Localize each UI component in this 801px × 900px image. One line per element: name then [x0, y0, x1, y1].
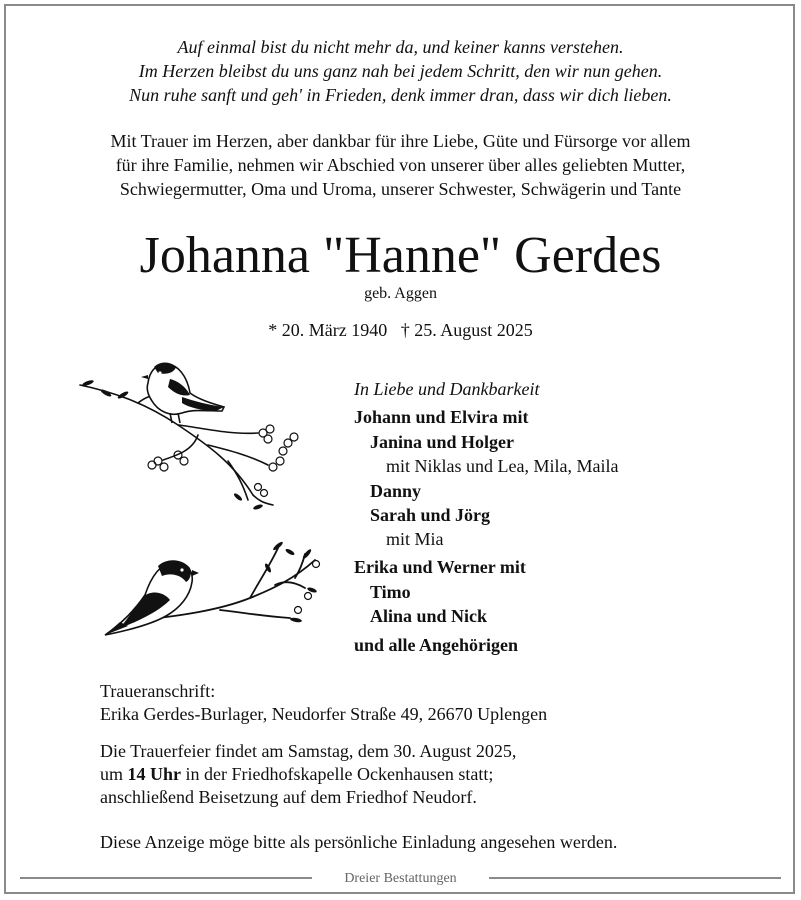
poem-line: Im Herzen bleibst du uns ganz nah bei jedem Schritt, den wir nun gehen. [138, 61, 663, 81]
mourner-line: mit Niklas und Lea, Mila, Maila [386, 456, 619, 476]
mourners-heading: In Liebe und Dankbarkeit [354, 379, 540, 399]
mourner-line: Timo [370, 582, 411, 602]
mourner-line: Erika und Werner mit [354, 557, 526, 577]
intro-text [0, 129, 801, 201]
address-block [100, 680, 547, 726]
mourner-line: Sarah und Jörg [370, 505, 491, 525]
deceased-name: Johanna "Hanne" Gerdes [139, 227, 662, 284]
maiden-name: geb. Aggen [364, 285, 437, 302]
mourner-line: Danny [370, 481, 422, 501]
mourner-line: mit Mia [386, 529, 444, 549]
bird-on-branch-illustration [100, 540, 330, 650]
mourner-line: Johann und Elvira mit [354, 407, 529, 427]
funeral-text: um [100, 764, 128, 784]
funeral-time: 14 Uhr [127, 764, 182, 784]
bird-on-branch-illustration [78, 355, 308, 515]
funeral-line: anschließend Beisetzung auf dem Friedhof Neudorf. [100, 787, 477, 807]
intro-line: Schwiegermutter, Oma und Uroma, unserer Schwester, Schwägerin und Tante [119, 179, 682, 199]
poem-line: Auf einmal bist du nicht mehr da, und keiner kanns verstehen. [177, 37, 624, 57]
funeral-line: Die Trauerfeier findet am Samstag, dem 30. August 2025, [100, 741, 517, 761]
footer-divider [489, 877, 781, 879]
intro-line: für ihre Familie, nehmen wir Abschied von unserer über alles geliebten Mutter, [115, 155, 686, 175]
funeral-home-credit: Dreier Bestattungen [344, 871, 457, 886]
poem-line: Nun ruhe sanft und geh' in Frieden, denk immer dran, dass wir dich lieben. [129, 85, 672, 105]
invitation-note: Diese Anzeige möge bitte als persönliche Einladung angesehen werden. [100, 832, 618, 852]
address-value: Erika Gerdes-Burlager, Neudorfer Straße 49, 26670 Uplengen [100, 704, 548, 724]
life-dates: * 20. März 1940 † 25. August 2025 [268, 320, 533, 340]
poem [0, 35, 801, 107]
funeral-line [100, 763, 516, 786]
funeral-info [100, 740, 516, 809]
funeral-text: in der Friedhofskapelle Ockenhausen statt; [181, 764, 494, 784]
intro-line: Mit Trauer im Herzen, aber dankbar für ihre Liebe, Güte und Fürsorge vor allem [110, 131, 691, 151]
mourner-line: Janina und Holger [370, 432, 515, 452]
footer-divider [20, 877, 312, 879]
address-label: Traueranschrift: [100, 681, 216, 701]
mourner-line: Alina und Nick [370, 606, 488, 626]
mourner-line: und alle Angehörigen [354, 635, 519, 655]
